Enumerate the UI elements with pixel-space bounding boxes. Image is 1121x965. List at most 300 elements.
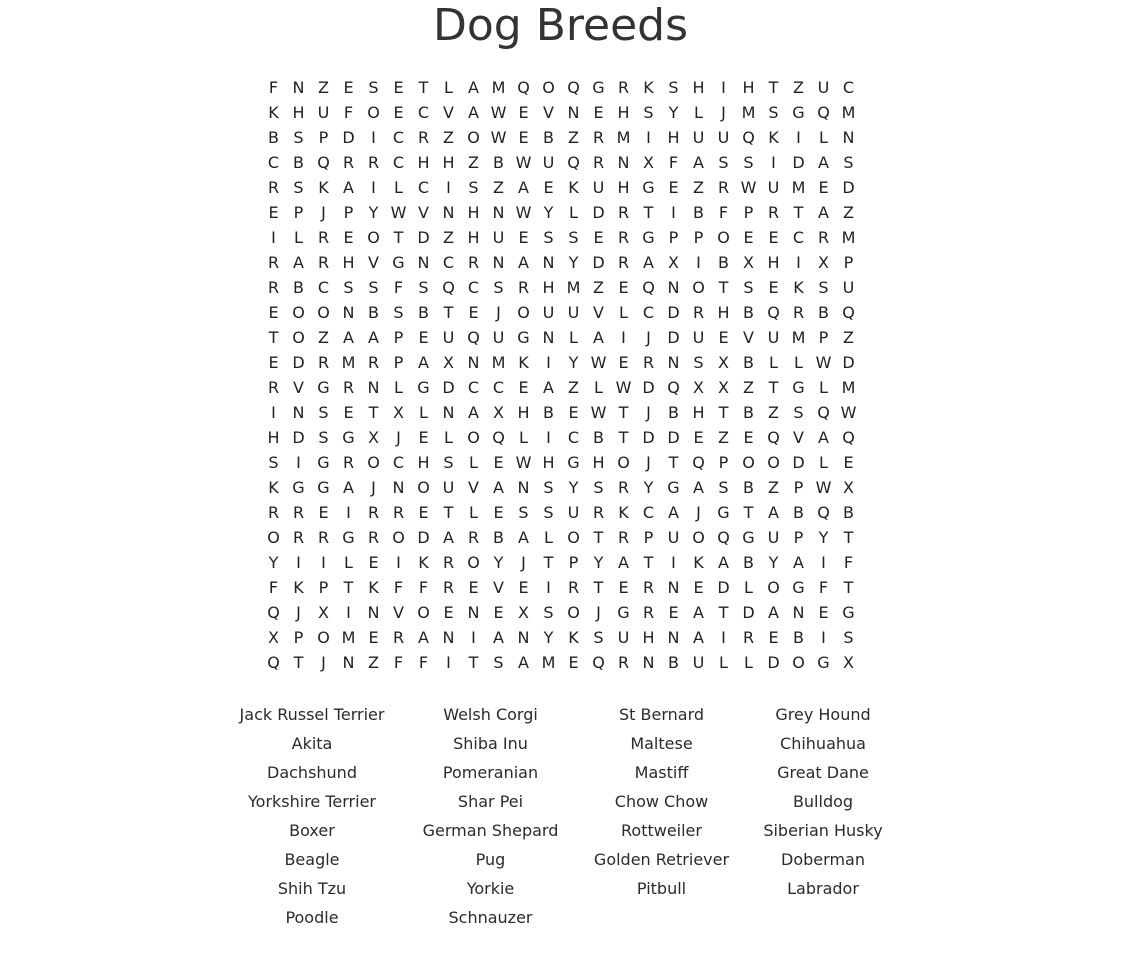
grid-letter[interactable]: S: [418, 278, 429, 297]
grid-letter[interactable]: Q: [267, 603, 280, 622]
grid-letter[interactable]: V: [293, 378, 304, 397]
grid-letter[interactable]: R: [617, 78, 630, 97]
grid-letter[interactable]: R: [617, 253, 630, 272]
grid-letter[interactable]: C: [442, 253, 455, 272]
grid-letter[interactable]: B: [743, 303, 754, 322]
grid-letter[interactable]: B: [543, 128, 554, 147]
grid-letter[interactable]: T: [718, 403, 729, 422]
grid-letter[interactable]: E: [493, 503, 504, 522]
grid-letter[interactable]: R: [317, 353, 330, 372]
grid-letter[interactable]: G: [317, 378, 330, 397]
grid-letter[interactable]: Q: [717, 528, 730, 547]
grid-letter[interactable]: T: [443, 503, 454, 522]
grid-letter[interactable]: H: [342, 253, 355, 272]
grid-letter[interactable]: Z: [568, 128, 579, 147]
grid-letter[interactable]: R: [617, 528, 630, 547]
grid-letter[interactable]: Q: [742, 128, 755, 147]
grid-letter[interactable]: P: [668, 228, 679, 247]
grid-letter[interactable]: M: [566, 278, 581, 297]
grid-letter[interactable]: L: [344, 553, 353, 572]
grid-letter[interactable]: B: [493, 528, 504, 547]
grid-letter[interactable]: B: [818, 303, 829, 322]
grid-letter[interactable]: B: [668, 403, 679, 422]
grid-letter[interactable]: T: [793, 203, 804, 222]
grid-letter[interactable]: K: [268, 103, 279, 122]
grid-letter[interactable]: E: [718, 328, 729, 347]
grid-letter[interactable]: Y: [818, 528, 829, 547]
grid-letter[interactable]: C: [417, 103, 430, 122]
grid-letter[interactable]: T: [718, 278, 729, 297]
grid-letter[interactable]: A: [693, 603, 704, 622]
grid-letter[interactable]: N: [492, 203, 505, 222]
grid-letter[interactable]: R: [592, 153, 605, 172]
grid-letter[interactable]: V: [793, 428, 804, 447]
grid-letter[interactable]: N: [467, 603, 480, 622]
grid-letter[interactable]: M: [841, 378, 856, 397]
grid-letter[interactable]: Y: [543, 628, 554, 647]
grid-letter[interactable]: I: [321, 553, 326, 572]
grid-letter[interactable]: A: [693, 478, 704, 497]
grid-letter[interactable]: P: [818, 328, 829, 347]
grid-letter[interactable]: K: [693, 553, 704, 572]
grid-letter[interactable]: L: [394, 178, 403, 197]
grid-letter[interactable]: H: [467, 203, 480, 222]
grid-letter[interactable]: N: [442, 628, 455, 647]
grid-letter[interactable]: U: [617, 628, 630, 647]
grid-letter[interactable]: Z: [443, 228, 454, 247]
grid-letter[interactable]: S: [543, 478, 554, 497]
grid-letter[interactable]: S: [593, 628, 604, 647]
grid-letter[interactable]: G: [517, 328, 530, 347]
grid-letter[interactable]: M: [616, 128, 631, 147]
grid-letter[interactable]: R: [317, 528, 330, 547]
grid-letter[interactable]: Y: [568, 353, 579, 372]
grid-letter[interactable]: S: [293, 178, 304, 197]
grid-letter[interactable]: G: [792, 578, 805, 597]
grid-letter[interactable]: N: [342, 653, 355, 672]
grid-letter[interactable]: L: [469, 453, 478, 472]
grid-letter[interactable]: T: [668, 453, 679, 472]
grid-letter[interactable]: G: [567, 453, 580, 472]
grid-letter[interactable]: L: [394, 378, 403, 397]
grid-letter[interactable]: P: [743, 203, 754, 222]
grid-letter[interactable]: R: [392, 628, 405, 647]
grid-letter[interactable]: L: [744, 578, 753, 597]
grid-letter[interactable]: Q: [817, 503, 830, 522]
grid-letter[interactable]: H: [467, 228, 480, 247]
grid-letter[interactable]: B: [743, 353, 754, 372]
grid-letter[interactable]: H: [717, 303, 730, 322]
grid-letter[interactable]: N: [292, 78, 305, 97]
grid-letter[interactable]: X: [668, 253, 679, 272]
grid-letter[interactable]: X: [693, 378, 704, 397]
grid-letter[interactable]: F: [393, 278, 404, 297]
grid-letter[interactable]: F: [268, 78, 279, 97]
grid-letter[interactable]: O: [767, 453, 780, 472]
grid-letter[interactable]: E: [343, 78, 354, 97]
grid-letter[interactable]: H: [542, 278, 555, 297]
grid-letter[interactable]: W: [840, 403, 857, 422]
grid-letter[interactable]: U: [442, 478, 455, 497]
grid-letter[interactable]: T: [368, 403, 379, 422]
grid-letter[interactable]: I: [271, 228, 276, 247]
grid-letter[interactable]: I: [646, 128, 651, 147]
grid-letter[interactable]: G: [342, 428, 355, 447]
grid-letter[interactable]: Z: [768, 403, 779, 422]
grid-letter[interactable]: T: [593, 528, 604, 547]
grid-letter[interactable]: D: [842, 353, 855, 372]
grid-letter[interactable]: S: [318, 428, 329, 447]
grid-letter[interactable]: R: [317, 228, 330, 247]
grid-letter[interactable]: R: [417, 128, 430, 147]
grid-letter[interactable]: R: [342, 453, 355, 472]
grid-letter[interactable]: M: [841, 103, 856, 122]
grid-letter[interactable]: E: [818, 178, 829, 197]
grid-letter[interactable]: V: [493, 578, 504, 597]
grid-letter[interactable]: S: [268, 453, 279, 472]
grid-letter[interactable]: V: [393, 603, 404, 622]
grid-letter[interactable]: S: [543, 503, 554, 522]
grid-letter[interactable]: Q: [692, 453, 705, 472]
grid-letter[interactable]: M: [491, 353, 506, 372]
grid-letter[interactable]: N: [367, 603, 380, 622]
grid-letter[interactable]: Z: [318, 328, 329, 347]
grid-letter[interactable]: K: [643, 78, 654, 97]
grid-letter[interactable]: T: [293, 653, 304, 672]
grid-letter[interactable]: V: [593, 303, 604, 322]
grid-letter[interactable]: R: [617, 228, 630, 247]
grid-letter[interactable]: S: [543, 228, 554, 247]
grid-letter[interactable]: I: [621, 328, 626, 347]
grid-letter[interactable]: R: [367, 528, 380, 547]
grid-letter[interactable]: I: [821, 628, 826, 647]
grid-letter[interactable]: K: [568, 178, 579, 197]
grid-letter[interactable]: C: [417, 178, 430, 197]
grid-letter[interactable]: E: [443, 603, 454, 622]
grid-letter[interactable]: Q: [317, 153, 330, 172]
grid-letter[interactable]: L: [719, 653, 728, 672]
grid-letter[interactable]: Q: [467, 328, 480, 347]
grid-letter[interactable]: Q: [567, 78, 580, 97]
grid-letter[interactable]: E: [418, 503, 429, 522]
grid-letter[interactable]: H: [417, 453, 430, 472]
grid-letter[interactable]: E: [568, 403, 579, 422]
grid-letter[interactable]: A: [818, 203, 829, 222]
grid-letter[interactable]: O: [767, 578, 780, 597]
grid-letter[interactable]: X: [643, 153, 654, 172]
grid-letter[interactable]: I: [271, 403, 276, 422]
grid-letter[interactable]: I: [546, 353, 551, 372]
grid-letter[interactable]: M: [541, 653, 556, 672]
grid-letter[interactable]: G: [292, 478, 305, 497]
grid-letter[interactable]: R: [642, 578, 655, 597]
grid-letter[interactable]: E: [393, 78, 404, 97]
grid-letter[interactable]: F: [718, 203, 729, 222]
grid-letter[interactable]: Z: [843, 203, 854, 222]
grid-letter[interactable]: W: [490, 128, 507, 147]
grid-letter[interactable]: I: [771, 153, 776, 172]
grid-letter[interactable]: Y: [593, 553, 604, 572]
grid-letter[interactable]: A: [368, 328, 379, 347]
grid-letter[interactable]: F: [668, 153, 679, 172]
grid-letter[interactable]: D: [417, 528, 430, 547]
grid-letter[interactable]: P: [393, 328, 404, 347]
grid-letter[interactable]: P: [293, 628, 304, 647]
grid-letter[interactable]: R: [817, 228, 830, 247]
grid-letter[interactable]: N: [792, 603, 805, 622]
grid-letter[interactable]: M: [741, 103, 756, 122]
grid-letter[interactable]: E: [368, 628, 379, 647]
grid-letter[interactable]: O: [542, 78, 555, 97]
grid-letter[interactable]: E: [268, 203, 279, 222]
grid-letter[interactable]: L: [619, 303, 628, 322]
grid-letter[interactable]: R: [392, 503, 405, 522]
grid-letter[interactable]: U: [542, 303, 555, 322]
grid-letter[interactable]: L: [819, 128, 828, 147]
grid-letter[interactable]: O: [417, 478, 430, 497]
grid-letter[interactable]: E: [518, 578, 529, 597]
grid-letter[interactable]: Q: [667, 378, 680, 397]
grid-letter[interactable]: R: [267, 503, 280, 522]
grid-letter[interactable]: E: [543, 178, 554, 197]
grid-letter[interactable]: B: [418, 303, 429, 322]
grid-letter[interactable]: E: [568, 653, 579, 672]
grid-letter[interactable]: I: [821, 553, 826, 572]
grid-letter[interactable]: R: [692, 303, 705, 322]
grid-letter[interactable]: Q: [517, 78, 530, 97]
grid-letter[interactable]: S: [468, 178, 479, 197]
grid-letter[interactable]: K: [518, 353, 529, 372]
grid-letter[interactable]: Q: [767, 428, 780, 447]
grid-letter[interactable]: E: [668, 178, 679, 197]
grid-letter[interactable]: G: [817, 653, 830, 672]
grid-letter[interactable]: B: [743, 403, 754, 422]
grid-letter[interactable]: J: [646, 403, 651, 422]
grid-letter[interactable]: K: [618, 503, 629, 522]
grid-letter[interactable]: B: [743, 478, 754, 497]
grid-letter[interactable]: T: [643, 553, 654, 572]
grid-letter[interactable]: A: [618, 553, 629, 572]
grid-letter[interactable]: E: [418, 428, 429, 447]
grid-letter[interactable]: N: [442, 203, 455, 222]
grid-letter[interactable]: C: [492, 378, 505, 397]
grid-letter[interactable]: E: [343, 228, 354, 247]
grid-letter[interactable]: W: [515, 203, 532, 222]
grid-letter[interactable]: C: [567, 428, 580, 447]
grid-letter[interactable]: G: [792, 378, 805, 397]
grid-letter[interactable]: D: [667, 328, 680, 347]
grid-letter[interactable]: U: [317, 103, 330, 122]
grid-letter[interactable]: Y: [768, 553, 779, 572]
grid-letter[interactable]: C: [467, 278, 480, 297]
grid-letter[interactable]: F: [818, 578, 829, 597]
grid-letter[interactable]: D: [667, 428, 680, 447]
grid-letter[interactable]: A: [518, 253, 529, 272]
grid-letter[interactable]: P: [293, 203, 304, 222]
grid-letter[interactable]: T: [768, 78, 779, 97]
grid-letter[interactable]: P: [718, 453, 729, 472]
grid-letter[interactable]: T: [618, 428, 629, 447]
grid-letter[interactable]: H: [442, 153, 455, 172]
grid-letter[interactable]: L: [444, 428, 453, 447]
grid-letter[interactable]: C: [392, 128, 405, 147]
grid-letter[interactable]: A: [693, 153, 704, 172]
grid-letter[interactable]: W: [390, 203, 407, 222]
grid-letter[interactable]: I: [796, 253, 801, 272]
grid-letter[interactable]: A: [593, 328, 604, 347]
grid-letter[interactable]: D: [417, 228, 430, 247]
grid-letter[interactable]: R: [467, 253, 480, 272]
grid-letter[interactable]: A: [493, 628, 504, 647]
grid-letter[interactable]: A: [543, 378, 554, 397]
grid-letter[interactable]: S: [393, 303, 404, 322]
grid-letter[interactable]: P: [693, 228, 704, 247]
grid-letter[interactable]: H: [542, 453, 555, 472]
grid-letter[interactable]: R: [567, 578, 580, 597]
grid-letter[interactable]: K: [293, 578, 304, 597]
grid-letter[interactable]: A: [468, 78, 479, 97]
grid-letter[interactable]: I: [546, 428, 551, 447]
grid-letter[interactable]: F: [843, 553, 854, 572]
grid-letter[interactable]: B: [293, 153, 304, 172]
grid-letter[interactable]: R: [267, 253, 280, 272]
grid-letter[interactable]: O: [367, 228, 380, 247]
grid-letter[interactable]: U: [567, 303, 580, 322]
grid-letter[interactable]: R: [617, 478, 630, 497]
grid-letter[interactable]: N: [517, 478, 530, 497]
grid-letter[interactable]: J: [396, 428, 401, 447]
grid-letter[interactable]: R: [367, 153, 380, 172]
grid-letter[interactable]: L: [694, 103, 703, 122]
grid-letter[interactable]: J: [646, 453, 651, 472]
grid-letter[interactable]: K: [568, 628, 579, 647]
grid-letter[interactable]: R: [342, 153, 355, 172]
grid-letter[interactable]: X: [843, 478, 854, 497]
grid-letter[interactable]: E: [368, 553, 379, 572]
grid-letter[interactable]: C: [392, 153, 405, 172]
grid-letter[interactable]: O: [792, 653, 805, 672]
grid-letter[interactable]: P: [568, 553, 579, 572]
grid-letter[interactable]: N: [617, 153, 630, 172]
grid-letter[interactable]: N: [442, 403, 455, 422]
grid-letter[interactable]: A: [668, 503, 679, 522]
grid-letter[interactable]: U: [492, 328, 505, 347]
grid-letter[interactable]: A: [518, 653, 529, 672]
grid-letter[interactable]: I: [446, 178, 451, 197]
grid-letter[interactable]: A: [418, 353, 429, 372]
grid-letter[interactable]: M: [791, 328, 806, 347]
grid-letter[interactable]: C: [792, 228, 805, 247]
grid-letter[interactable]: S: [643, 103, 654, 122]
grid-letter[interactable]: O: [567, 603, 580, 622]
grid-letter[interactable]: E: [518, 128, 529, 147]
grid-letter[interactable]: I: [371, 128, 376, 147]
grid-letter[interactable]: W: [490, 103, 507, 122]
grid-letter[interactable]: E: [468, 578, 479, 597]
grid-letter[interactable]: W: [815, 478, 832, 497]
grid-letter[interactable]: E: [743, 428, 754, 447]
grid-letter[interactable]: J: [321, 203, 326, 222]
grid-letter[interactable]: U: [767, 328, 780, 347]
grid-letter[interactable]: D: [642, 428, 655, 447]
grid-letter[interactable]: I: [346, 603, 351, 622]
grid-letter[interactable]: W: [590, 403, 607, 422]
grid-letter[interactable]: S: [343, 278, 354, 297]
grid-letter[interactable]: X: [443, 353, 454, 372]
grid-letter[interactable]: W: [815, 353, 832, 372]
grid-letter[interactable]: V: [468, 478, 479, 497]
grid-letter[interactable]: O: [692, 278, 705, 297]
grid-letter[interactable]: O: [467, 553, 480, 572]
grid-letter[interactable]: N: [667, 628, 680, 647]
grid-letter[interactable]: T: [268, 328, 279, 347]
grid-letter[interactable]: A: [468, 103, 479, 122]
grid-letter[interactable]: D: [792, 453, 805, 472]
grid-letter[interactable]: A: [518, 528, 529, 547]
grid-letter[interactable]: Z: [318, 78, 329, 97]
grid-letter[interactable]: Y: [268, 553, 279, 572]
grid-letter[interactable]: G: [667, 478, 680, 497]
grid-letter[interactable]: E: [618, 353, 629, 372]
grid-letter[interactable]: I: [721, 628, 726, 647]
grid-letter[interactable]: D: [717, 578, 730, 597]
grid-letter[interactable]: A: [643, 253, 654, 272]
grid-letter[interactable]: O: [392, 528, 405, 547]
grid-letter[interactable]: T: [468, 653, 479, 672]
grid-letter[interactable]: U: [492, 228, 505, 247]
grid-letter[interactable]: T: [843, 578, 854, 597]
grid-letter[interactable]: E: [618, 278, 629, 297]
grid-letter[interactable]: O: [517, 303, 530, 322]
grid-letter[interactable]: D: [642, 378, 655, 397]
grid-letter[interactable]: W: [515, 153, 532, 172]
grid-letter[interactable]: S: [493, 278, 504, 297]
grid-letter[interactable]: I: [671, 553, 676, 572]
grid-letter[interactable]: U: [442, 328, 455, 347]
grid-letter[interactable]: C: [392, 453, 405, 472]
grid-letter[interactable]: U: [767, 178, 780, 197]
grid-letter[interactable]: N: [667, 278, 680, 297]
grid-letter[interactable]: U: [692, 653, 705, 672]
grid-letter[interactable]: O: [317, 303, 330, 322]
grid-letter[interactable]: A: [343, 478, 354, 497]
grid-letter[interactable]: L: [569, 203, 578, 222]
grid-letter[interactable]: P: [793, 478, 804, 497]
grid-letter[interactable]: P: [843, 253, 854, 272]
grid-letter[interactable]: A: [718, 553, 729, 572]
grid-letter[interactable]: B: [593, 428, 604, 447]
grid-letter[interactable]: Y: [493, 553, 504, 572]
grid-letter[interactable]: I: [446, 653, 451, 672]
grid-letter[interactable]: Y: [668, 103, 679, 122]
grid-letter[interactable]: X: [843, 653, 854, 672]
grid-letter[interactable]: R: [592, 128, 605, 147]
grid-letter[interactable]: D: [742, 603, 755, 622]
grid-letter[interactable]: A: [693, 628, 704, 647]
grid-letter[interactable]: E: [518, 103, 529, 122]
grid-letter[interactable]: N: [342, 303, 355, 322]
grid-letter[interactable]: I: [796, 128, 801, 147]
grid-letter[interactable]: L: [519, 428, 528, 447]
grid-letter[interactable]: E: [668, 603, 679, 622]
grid-letter[interactable]: A: [818, 153, 829, 172]
grid-letter[interactable]: X: [743, 253, 754, 272]
grid-letter[interactable]: T: [343, 578, 354, 597]
grid-letter[interactable]: Y: [643, 478, 654, 497]
grid-letter[interactable]: U: [717, 128, 730, 147]
grid-letter[interactable]: Z: [443, 128, 454, 147]
grid-letter[interactable]: Q: [567, 153, 580, 172]
